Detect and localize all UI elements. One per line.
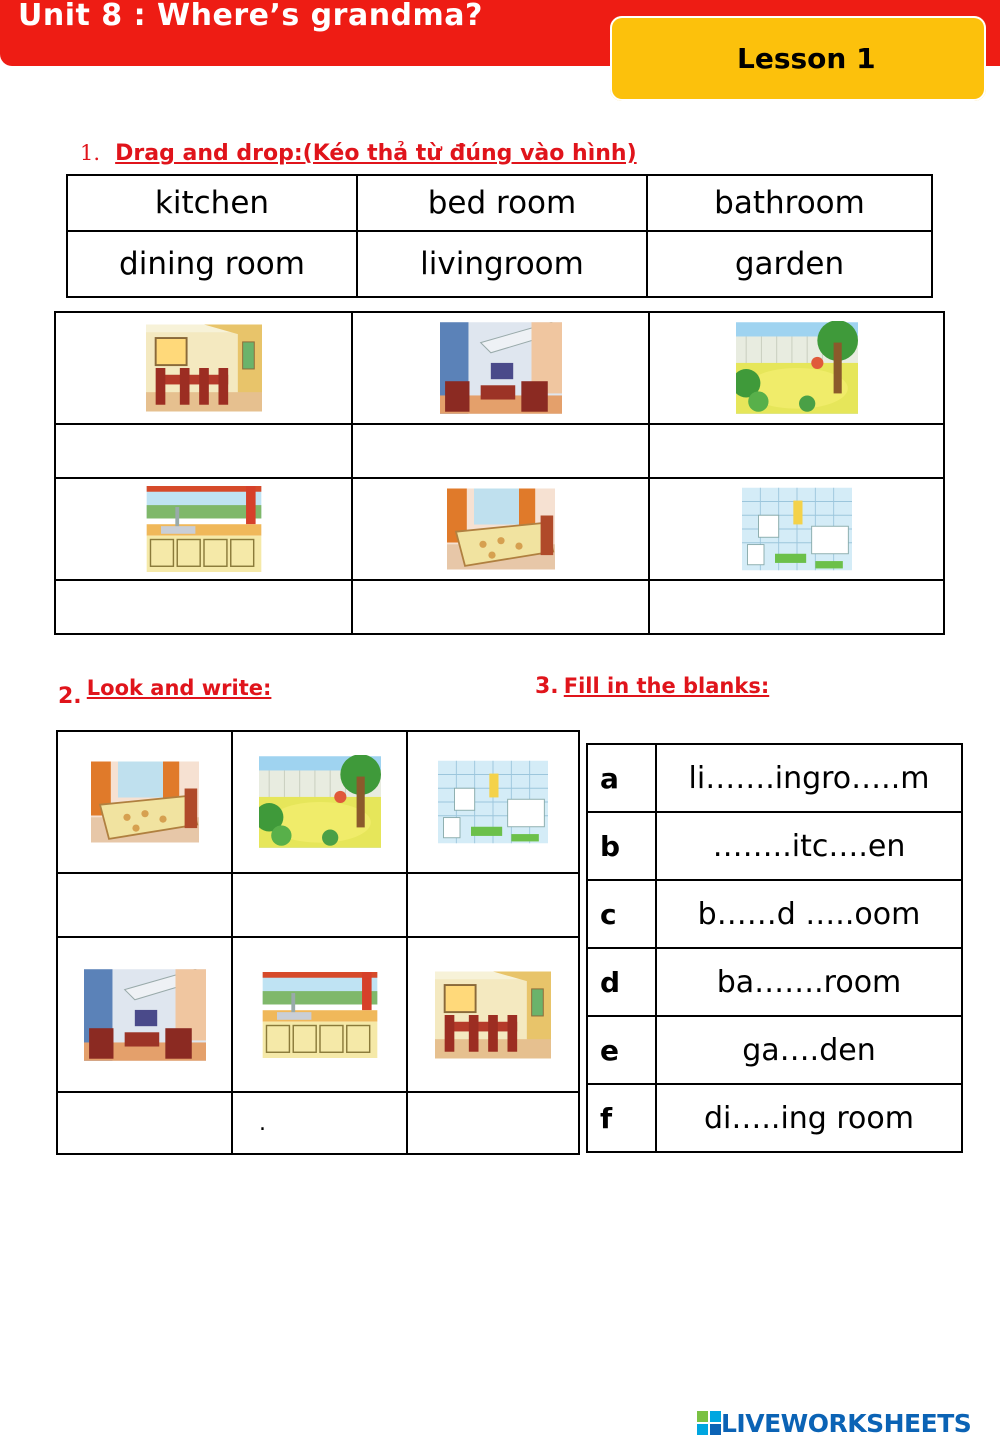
blank-word[interactable]: b……d …..oom bbox=[656, 880, 962, 948]
liveworksheets-wordmark: LIVEWORKSHEETS bbox=[721, 1408, 972, 1438]
picture-cell bbox=[232, 937, 407, 1092]
write-answer-cell[interactable] bbox=[57, 1092, 232, 1154]
write-answer-cell[interactable] bbox=[232, 1092, 407, 1154]
kitchen-picture bbox=[146, 486, 262, 572]
dining-room-picture bbox=[146, 324, 262, 412]
picture-cell bbox=[352, 312, 649, 424]
word-bank-table bbox=[66, 174, 933, 298]
picture-cell bbox=[55, 312, 352, 424]
section1-heading bbox=[80, 141, 637, 166]
fill-blanks-table bbox=[586, 743, 963, 1153]
row-letter: f bbox=[587, 1084, 656, 1152]
section2-number: 2. bbox=[58, 684, 82, 709]
blank-word[interactable]: di…..ing room bbox=[656, 1084, 962, 1152]
drop-zone[interactable] bbox=[55, 580, 352, 634]
write-answer-cell[interactable] bbox=[232, 873, 407, 937]
word-bathroom[interactable]: bathroom bbox=[647, 175, 932, 231]
picture-cell bbox=[57, 731, 232, 873]
row-letter: d bbox=[587, 948, 656, 1016]
look-and-write-grid bbox=[56, 730, 580, 1155]
word-kitchen[interactable]: kitchen bbox=[67, 175, 357, 231]
row-letter: e bbox=[587, 1016, 656, 1084]
bathroom-picture bbox=[438, 760, 548, 844]
blank-word[interactable]: ……..itc….en bbox=[656, 812, 962, 880]
blank-word[interactable]: li…….ingro…..m bbox=[656, 744, 962, 812]
bedroom-picture bbox=[91, 761, 199, 843]
word-dining-room[interactable]: dining room bbox=[67, 231, 357, 297]
liveworksheets-logo bbox=[697, 1408, 971, 1438]
section1-title: Drag and drop:(Kéo thả từ đúng vào hình) bbox=[115, 141, 637, 166]
section2-title: Look and write: bbox=[86, 676, 272, 700]
living-room-picture bbox=[84, 969, 206, 1061]
picture-cell bbox=[649, 478, 944, 580]
blank-word[interactable]: ga….den bbox=[656, 1016, 962, 1084]
drop-zone[interactable] bbox=[55, 424, 352, 478]
dining-room-picture bbox=[435, 971, 551, 1059]
write-answer-cell[interactable] bbox=[57, 873, 232, 937]
drag-drop-grid bbox=[54, 311, 945, 635]
row-letter: b bbox=[587, 812, 656, 880]
garden-picture bbox=[736, 321, 858, 415]
bedroom-picture bbox=[447, 488, 555, 570]
picture-cell bbox=[352, 478, 649, 580]
lesson-label: Lesson 1 bbox=[737, 42, 876, 75]
stray-dot: . bbox=[259, 1110, 266, 1136]
picture-cell bbox=[232, 731, 407, 873]
picture-cell bbox=[55, 478, 352, 580]
drop-zone[interactable] bbox=[649, 580, 944, 634]
living-room-picture bbox=[440, 322, 562, 414]
row-letter: c bbox=[587, 880, 656, 948]
picture-cell bbox=[407, 937, 579, 1092]
garden-picture bbox=[259, 755, 381, 849]
word-livingroom[interactable]: livingroom bbox=[357, 231, 647, 297]
liveworksheets-icon bbox=[697, 1411, 721, 1435]
drop-zone[interactable] bbox=[352, 580, 649, 634]
drop-zone[interactable] bbox=[649, 424, 944, 478]
section3-number: 3. bbox=[535, 674, 559, 699]
unit-title: Unit 8 : Where’s grandma? bbox=[18, 0, 483, 33]
blank-word[interactable]: ba…….room bbox=[656, 948, 962, 1016]
word-garden[interactable]: garden bbox=[647, 231, 932, 297]
picture-cell bbox=[57, 937, 232, 1092]
section3-title: Fill in the blanks: bbox=[563, 674, 770, 698]
section1-number: 1. bbox=[80, 141, 101, 165]
write-answer-cell[interactable] bbox=[407, 1092, 579, 1154]
kitchen-picture bbox=[262, 972, 378, 1058]
bathroom-picture bbox=[742, 487, 852, 571]
picture-cell bbox=[649, 312, 944, 424]
word-bed-room[interactable]: bed room bbox=[357, 175, 647, 231]
picture-cell bbox=[407, 731, 579, 873]
write-answer-cell[interactable] bbox=[407, 873, 579, 937]
drop-zone[interactable] bbox=[352, 424, 649, 478]
section2-heading bbox=[58, 676, 272, 709]
row-letter: a bbox=[587, 744, 656, 812]
section3-heading bbox=[535, 674, 769, 699]
